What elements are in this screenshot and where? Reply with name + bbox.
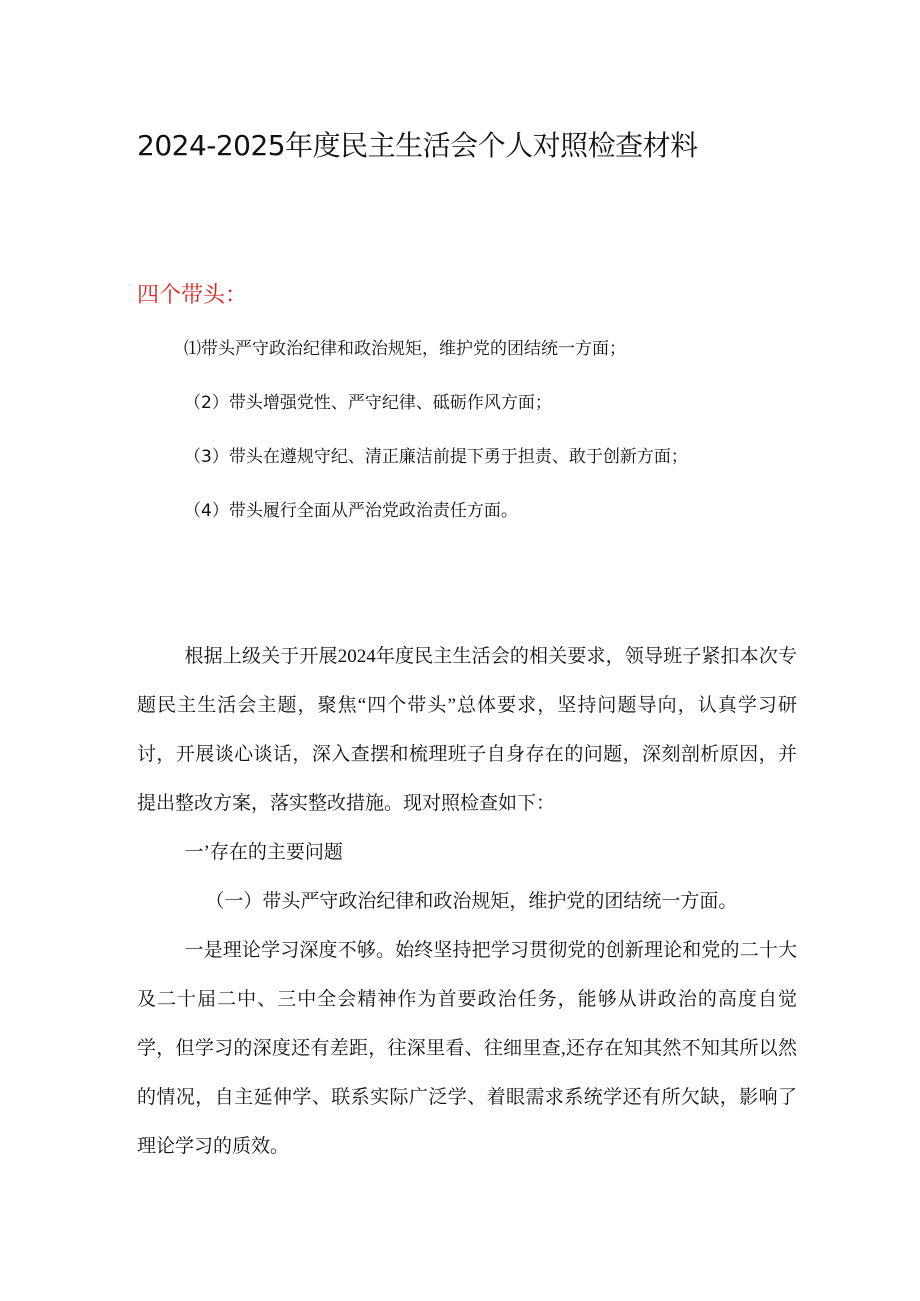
list-item: （3）带头在遵规守纪、清正廉洁前提下勇于担责、敢于创新方面；	[184, 447, 688, 467]
subsection-heading-1: （一）带头严守政治纪律和政治规矩，维护党的团结统一方面。	[205, 891, 738, 912]
document-body	[137, 632, 797, 1171]
four-leads-heading: 四个带头：	[137, 283, 248, 308]
document-title: 2024-2025年度民主生活会个人对照检查材料	[137, 129, 698, 162]
list-item: ⑴带头严守政治纪律和政治规矩，维护党的团结统一方面；	[184, 339, 626, 359]
intro-paragraph: 根据上级关于开展2024年度民主生活会的相关要求，领导班子紧扣本次专题民主生活会主题，聚焦“四个带头”总体要求，坚持问题导向，认真学习研讨，开展谈心谈话，深入查摆和梳理班子自身存在的问题，深刻剖析原因，并提出整改方案，落实整改措施。现对照检查如下：	[137, 646, 797, 814]
body-paragraph-1: 一是理论学习深度不够。始终坚持把学习贯彻党的创新理论和党的二十大及二十届二中、三中全会精神作为首要政治任务，能够从讲政治的高度自觉学，但学习的深度还有差距，往深里看、往细里查,还存在知其然不知其所以然的情况，自主延伸学、联系实际广泛学、着眼需求系统学还有所欠缺，影响了理论学习的质效。	[137, 940, 797, 1157]
list-item: （4）带头履行全面从严治党政治责任方面。	[184, 501, 518, 521]
section-heading-1: 一’存在的主要问题	[184, 842, 343, 863]
four-leads-list	[184, 338, 884, 554]
list-item: （2）带头增强党性、严守纪律、砥砺作风方面；	[184, 393, 552, 413]
